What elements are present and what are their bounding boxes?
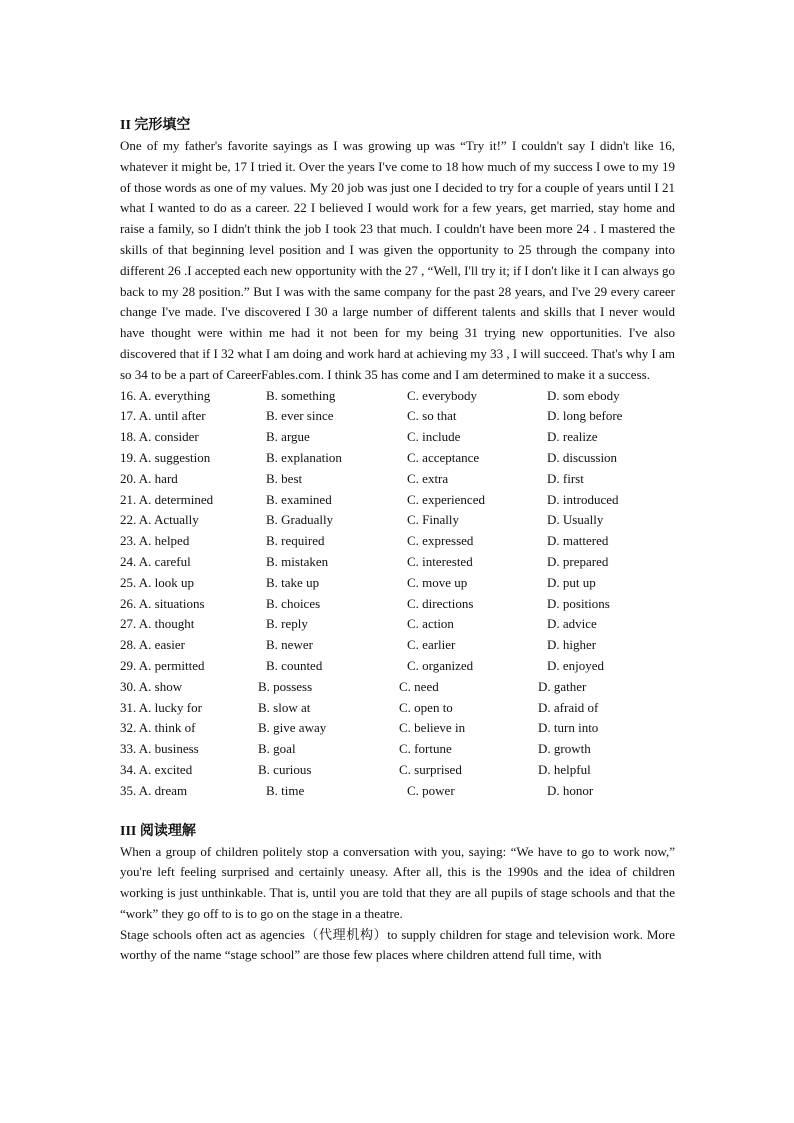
option-d: D. afraid of (538, 699, 599, 715)
option-b: B. reply (266, 616, 308, 632)
option-c: C. extra (407, 470, 449, 486)
reading-paragraph-2: Stage schools often act as agencies（代理机构）to supply children for stage and television work. More worthy of the name “stage school” are those few places where children attend full time, with (120, 926, 675, 963)
option-a: 35. A. dream (120, 782, 188, 798)
option-d: D. prepared (547, 553, 609, 569)
option-c: C. earlier (407, 637, 456, 653)
option-b: B. mistaken (266, 553, 329, 569)
option-row (120, 531, 675, 552)
option-a: 17. A. until after (120, 408, 206, 424)
option-a: 16. A. everything (120, 387, 211, 403)
option-a: 20. A. hard (120, 470, 178, 486)
option-row (120, 448, 675, 469)
option-row (120, 469, 675, 490)
option-row (120, 406, 675, 427)
option-c: C. include (407, 429, 461, 445)
option-d: D. turn into (538, 720, 599, 736)
option-row (120, 614, 675, 635)
option-b: B. possess (258, 678, 313, 694)
option-row (120, 718, 675, 739)
option-d: D. enjoyed (547, 657, 605, 673)
option-c: C. organized (407, 657, 474, 673)
option-row (120, 781, 675, 802)
option-c: C. fortune (399, 741, 452, 757)
option-b: B. examined (266, 491, 332, 507)
option-b: B. goal (258, 741, 296, 757)
reading-heading: III 阅读理解 (120, 823, 196, 839)
option-a: 18. A. consider (120, 429, 199, 445)
option-c: C. surprised (399, 761, 462, 777)
option-d: D. positions (547, 595, 610, 611)
option-c: C. believe in (399, 720, 466, 736)
option-a: 32. A. think of (120, 720, 196, 736)
option-row (120, 427, 675, 448)
option-c: C. directions (407, 595, 474, 611)
option-row (120, 490, 675, 511)
option-c: C. open to (399, 699, 453, 715)
option-d: D. Usually (547, 512, 604, 528)
option-b: B. best (266, 470, 303, 486)
option-row (120, 760, 675, 781)
option-a: 28. A. easier (120, 637, 185, 653)
option-a: 25. A. look up (120, 574, 195, 590)
option-row (120, 594, 675, 615)
option-a: 24. A. careful (120, 553, 191, 569)
cloze-options-list (120, 386, 675, 802)
option-b: B. newer (266, 637, 313, 653)
reading-paragraph-1: When a group of children politely stop a conversation with you, saying: “We have to go to work now,” you're left feeling surprised and certainly uneasy. After all, this is the 1990s and the idea of children working is just unthinkable. That is, until you are told that they are all pupils of stage schools and that the “work” they go off to is to go on the stage in a theatre. (120, 843, 675, 921)
option-row (120, 677, 675, 698)
option-a: 29. A. permitted (120, 657, 205, 673)
option-a: 22. A. Actually (120, 512, 199, 528)
option-d: D. realize (547, 429, 598, 445)
option-c: C. move up (407, 574, 468, 590)
option-b: B. counted (266, 657, 323, 673)
option-d: D. advice (547, 616, 597, 632)
option-row (120, 739, 675, 760)
option-c: C. experienced (407, 491, 485, 507)
option-b: B. explanation (266, 449, 342, 465)
option-b: B. time (266, 782, 305, 798)
option-row (120, 573, 675, 594)
option-a: 30. A. show (120, 678, 183, 694)
option-d: D. som ebody (547, 387, 620, 403)
option-c: C. so that (407, 408, 457, 424)
option-d: D. growth (538, 741, 591, 757)
option-c: C. power (407, 782, 455, 798)
option-b: B. choices (266, 595, 321, 611)
option-d: D. put up (547, 574, 596, 590)
option-a: 34. A. excited (120, 761, 193, 777)
option-d: D. first (547, 470, 584, 486)
option-row (120, 698, 675, 719)
option-c: C. Finally (407, 512, 460, 528)
option-row (120, 656, 675, 677)
option-b: B. curious (258, 761, 312, 777)
exam-page (120, 116, 675, 966)
option-a: 21. A. determined (120, 491, 214, 507)
option-row (120, 635, 675, 656)
option-b: B. give away (258, 720, 327, 736)
option-d: D. introduced (547, 491, 619, 507)
option-c: C. need (399, 678, 439, 694)
option-c: C. action (407, 616, 454, 632)
option-a: 33. A. business (120, 741, 199, 757)
option-b: B. required (266, 533, 325, 549)
option-b: B. ever since (266, 408, 334, 424)
option-d: D. helpful (538, 761, 591, 777)
option-c: C. everybody (407, 387, 478, 403)
cloze-passage: One of my father's favorite sayings as I was growing up was “Try it!” I couldn't say I didn't like 16, whatever it might be, 17 I tried it. Over the years I've come to 18 how much of my success I owe to my 19 of those words as one of my values. My 20 job was just one I decided to try for a couple of years until I 21 what I wanted to do as a career. 22 I believed I would work for a few years, get married, stay home and raise a family, so I didn't think the job I took 23 that much. I couldn't have been more 24 . I mastered the skills of that beginning level position and I was given the opportunity to 25 through the company into different 26 .I accepted each new opportunity with the 27 , “Well, I'll try it; if I don't like it I can always go back to my 28 position.” But I was with the same company for the past 28 years, and I've 29 every career change I've made. I've discovered I 30 a large number of different talents and skills that I never would have thought were within me had it not been for my being 31 trying new opportunities. I've also discovered that if I 32 what I am doing and work hard at achieving my 33 , I will succeed. That's why I am so 34 to be a part of CareerFables.com. I think 35 has come and I am determined to make it a success. (120, 138, 676, 382)
option-b: B. argue (266, 429, 310, 445)
option-c: C. interested (407, 553, 473, 569)
option-a: 19. A. suggestion (120, 449, 211, 465)
option-d: D. discussion (547, 449, 618, 465)
option-d: D. long before (547, 408, 623, 424)
option-c: C. expressed (407, 533, 474, 549)
option-a: 23. A. helped (120, 533, 190, 549)
section-gap (120, 802, 675, 822)
option-a: 27. A. thought (120, 616, 195, 632)
option-d: D. honor (547, 782, 594, 798)
option-a: 26. A. situations (120, 595, 205, 611)
option-b: B. Gradually (266, 512, 334, 528)
cloze-heading: II 完形填空 (120, 118, 191, 133)
option-c: C. acceptance (407, 449, 480, 465)
option-d: D. higher (547, 637, 597, 653)
option-row (120, 386, 675, 407)
option-d: D. gather (538, 678, 587, 694)
option-d: D. mattered (547, 533, 609, 549)
option-row (120, 510, 675, 531)
option-row (120, 552, 675, 573)
option-b: B. slow at (258, 699, 311, 715)
option-b: B. take up (266, 574, 320, 590)
option-a: 31. A. lucky for (120, 699, 202, 715)
option-b: B. something (266, 387, 336, 403)
